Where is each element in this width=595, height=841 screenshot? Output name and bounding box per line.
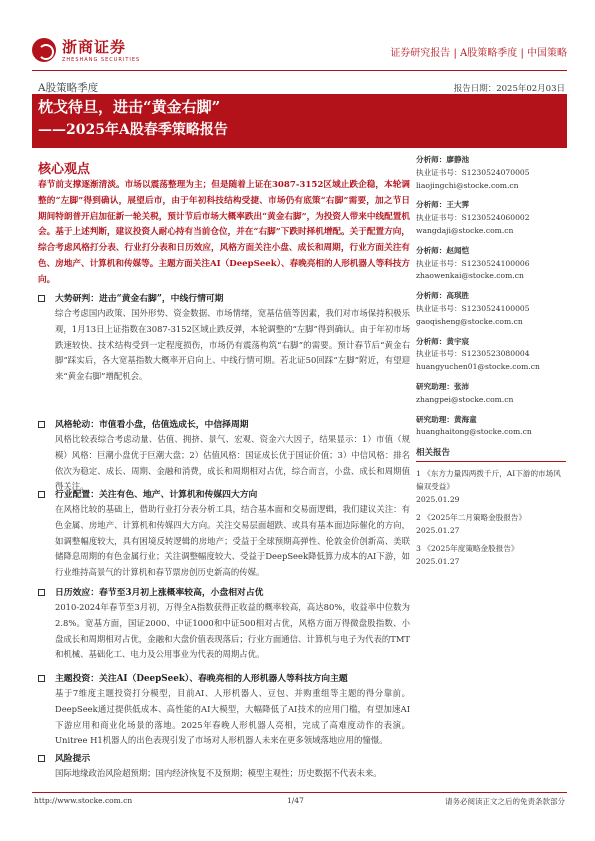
point-style: [38, 418, 410, 495]
analyst-name: 分析师：廖静池: [416, 155, 470, 164]
company-logo: [32, 36, 140, 63]
point-trend: [38, 292, 410, 385]
footer-divider: [32, 792, 567, 793]
logo-icon: [32, 38, 56, 62]
analyst-email[interactable]: liaojingchi@stocke.com.cn: [416, 180, 519, 190]
checkbox-bullet-icon: [38, 755, 45, 762]
point-heading: 风险提示: [55, 754, 91, 764]
related-report-title: 2 《2025年二月策略金股报告》: [416, 513, 527, 523]
assistant-email[interactable]: huanghaitong@stocke.com.cn: [416, 427, 532, 437]
footer-url[interactable]: http://www.stocke.com.cn: [34, 796, 133, 805]
assistant-name: 研究助理：张沛: [416, 381, 470, 391]
point-heading: 风格轮动：市值看小盘，估值选成长，中信择周期: [55, 420, 249, 430]
assistant-name: 研究助理：黄海童: [416, 414, 477, 424]
analyst-email[interactable]: wangdaji@stocke.com.cn: [416, 225, 514, 235]
related-reports-heading: 相关报告: [416, 446, 566, 462]
analyst-name: 分析师：黄宇宸: [416, 336, 470, 346]
analyst-name: 分析师：赵闻恺: [416, 245, 470, 255]
analyst-email[interactable]: zhaowenkai@stocke.com.cn: [416, 271, 524, 281]
point-calendar: [38, 586, 410, 663]
point-heading: 主题投资：关注AI（DeepSeek）、春晚亮相的人形机器人等科技方向主题: [55, 674, 348, 684]
checkbox-bullet-icon: [38, 675, 45, 682]
analyst-email[interactable]: gaoqisheng@stocke.com.cn: [416, 316, 523, 326]
point-heading: 大势研判：进击“黄金右脚”，中线行情可期: [55, 294, 224, 304]
assistant-email[interactable]: zhangpei@stocke.com.cn: [416, 394, 514, 404]
assistant-card: [416, 414, 566, 440]
point-heading: 日历效应：春节至3月初上涨概率较高，小盘相对占优: [55, 588, 264, 598]
point-body: 在风格比较的基础上，借助行业打分表分析工具，结合基本面和交易面逻辑，我们建议关注：有色金属、房地产、计算机和传媒四大方向。关注交易层面超跌、或具有基本面边际催化的方向，如调整幅度较大，具有困境反转逻辑的房地产；受益于全球预期高弹性、伦敦金价创新高、美联储降息周期的有色金属行业；关注调整幅度较大、受益于DeepSeek降低算力成本的AI下游，如行业维持高景气的计算机和春节票房创历史新高的传媒。: [55, 504, 410, 578]
point-body: 2010-2024年春节至3月初，万得全A指数获得正收益的概率较高，高达80%，收益率中位数为2.8%。宽基方面，国证2000、中证1000和中证500相对占优，风格方面万得微盘股指数、小盘成长和周期相对占优，金融和大盘价值表现落后；行业方面通信、计算机与电子为代表的TMT和机械、基础化工、电力及公用事业为代表的周期占优。: [55, 602, 410, 660]
report-title: 枕戈待旦，进击“黄金右脚”: [38, 98, 221, 116]
title-banner: [32, 94, 567, 148]
disclaimer: 请务必阅读正文之后的免责条款部分: [445, 797, 565, 806]
related-report-title: 1 《东方力量四两拨千斤，AI下游的市场风偏双受益》: [416, 469, 561, 492]
checkbox-bullet-icon: [38, 589, 45, 596]
report-date: 报告日期：2025年02月03日: [453, 84, 565, 94]
logo-name: 浙商证券: [62, 38, 127, 56]
header-divider: [32, 70, 567, 71]
related-report-date: 2025.01.27: [416, 526, 460, 536]
intro-summary: 春节前支撑逐渐清淡。市场以震荡整理为主；但是随着上证在3087-3152区域止跌企稳，本轮调整的“左脚”得到确认，展望后市，由于年初科技结构受捷、市场仍有底策“右脚”需要，加之节日期间特朗普开启加征新一轮关税，预计节后市场大概率跌出“黄金右脚”，为投资人带来中线配置机会。基于上述判断，建议投资人耐心持有当前仓位，并在“右脚”下跌时择机增配。关于配置方向，综合考虑风格打分表、行业打分表和日历效应，风格方面关注小盘、成长和周期，行业方面关注有色、房地产、计算机和传媒等。主题方面关注AI（DeepSeek）、春晚亮相的人形机器人等科技方向。: [38, 180, 410, 285]
checkbox-bullet-icon: [38, 491, 45, 498]
checkbox-bullet-icon: [38, 295, 45, 302]
page-header: [32, 36, 567, 66]
section-heading: 核心观点: [38, 162, 91, 177]
related-report-date: 2025.01.29: [416, 495, 460, 505]
related-report[interactable]: [416, 511, 566, 537]
point-body: 综合考虑国内政策、国外形势、资金数据、市场情绪，宽基估值等因素，我们对市场保持积极乐观，1月13日上证指数在3087-3152区域止跌反弹，本轮调整的“左脚”得到确认。由于年初市场跌速较快、技术结构受到一定程度损伤，市场仍有震荡构筑“右脚”的需要。预计春节后“黄金右脚”踩实后，各大宽基指数大概率开启向上、中线行情可期。若北证50回踩“左脚”附近，有望迎来“黄金右脚”增配机会。: [55, 308, 410, 382]
related-report[interactable]: [416, 542, 566, 568]
analyst-license: 执业证书号：S1230523080004: [416, 349, 530, 359]
analyst-email[interactable]: huangyuchen01@stocke.com.cn: [416, 362, 540, 372]
point-heading: 行业配置：关注有色、地产、计算机和传媒四大方向: [55, 490, 258, 500]
related-report-date: 2025.01.27: [416, 557, 460, 567]
related-report-title: 3 《2025年度策略金股报告》: [416, 544, 519, 554]
analyst-license: 执业证书号：S1230524060002: [416, 213, 530, 223]
analyst-sidebar: [416, 154, 566, 568]
assistant-card: [416, 381, 566, 407]
analyst-card: [416, 245, 566, 283]
analyst-card: [416, 154, 566, 192]
analyst-name: 分析师：高琪胜: [416, 291, 470, 301]
analyst-card: [416, 199, 566, 237]
point-theme: [38, 672, 410, 749]
report-type: 证券研究报告 | A股策略季度 | 中国策略: [390, 48, 567, 59]
report-subtitle: ——2025年A股春季策略报告: [38, 122, 228, 138]
analyst-license: 执业证书号：S1230524100005: [416, 303, 530, 313]
point-industry: [38, 488, 410, 581]
analyst-license: 执业证书号：S1230524070005: [416, 167, 530, 177]
analyst-card: [416, 336, 566, 374]
analyst-card: [416, 290, 566, 328]
analyst-license: 执业证书号：S1230524100006: [416, 258, 530, 268]
page-number: 1/47: [287, 796, 304, 805]
report-category: A股策略季度: [38, 82, 99, 94]
related-report[interactable]: [416, 467, 566, 506]
logo-english: ZHESHANG SECURITIES: [62, 57, 141, 63]
point-risk: [38, 752, 410, 782]
point-body: 风格比较表综合考虑动量、估值、拥挤、景气、宏观、资金六大因子，结果显示：1）市值（规模）风格：巨潮小盘优于巨潮大盘；2）估值风格：国证成长优于国证价值；3）中信风格：排名依次为稳定、成长、周期、金融和消费，成长和周期相对占优，综合而言，小盘、成长和周期值得关注。: [55, 434, 410, 492]
point-body: 国际地缘政治风险超预期；国内经济恢复不及预期；模型主观性；历史数据不代表未来。: [55, 768, 382, 778]
checkbox-bullet-icon: [38, 421, 45, 428]
analyst-name: 分析师：王大霁: [416, 200, 470, 210]
point-body: 基于7维度主题投资打分模型，目前AI、人形机器人、豆包、并购重组等主题的得分靠前。DeepSeek通过提供低成本、高性能的AI大模型，大幅降低了AI技术的应用门槛，有望加速AI下游应用和商业化场景的落地。2025年春晚人形机器人亮相，完成了高难度动作的表演。Unitree H1机器人的出色表现引发了市场对人形机器人未来在更多领域落地应用的憧憬。: [55, 688, 410, 746]
